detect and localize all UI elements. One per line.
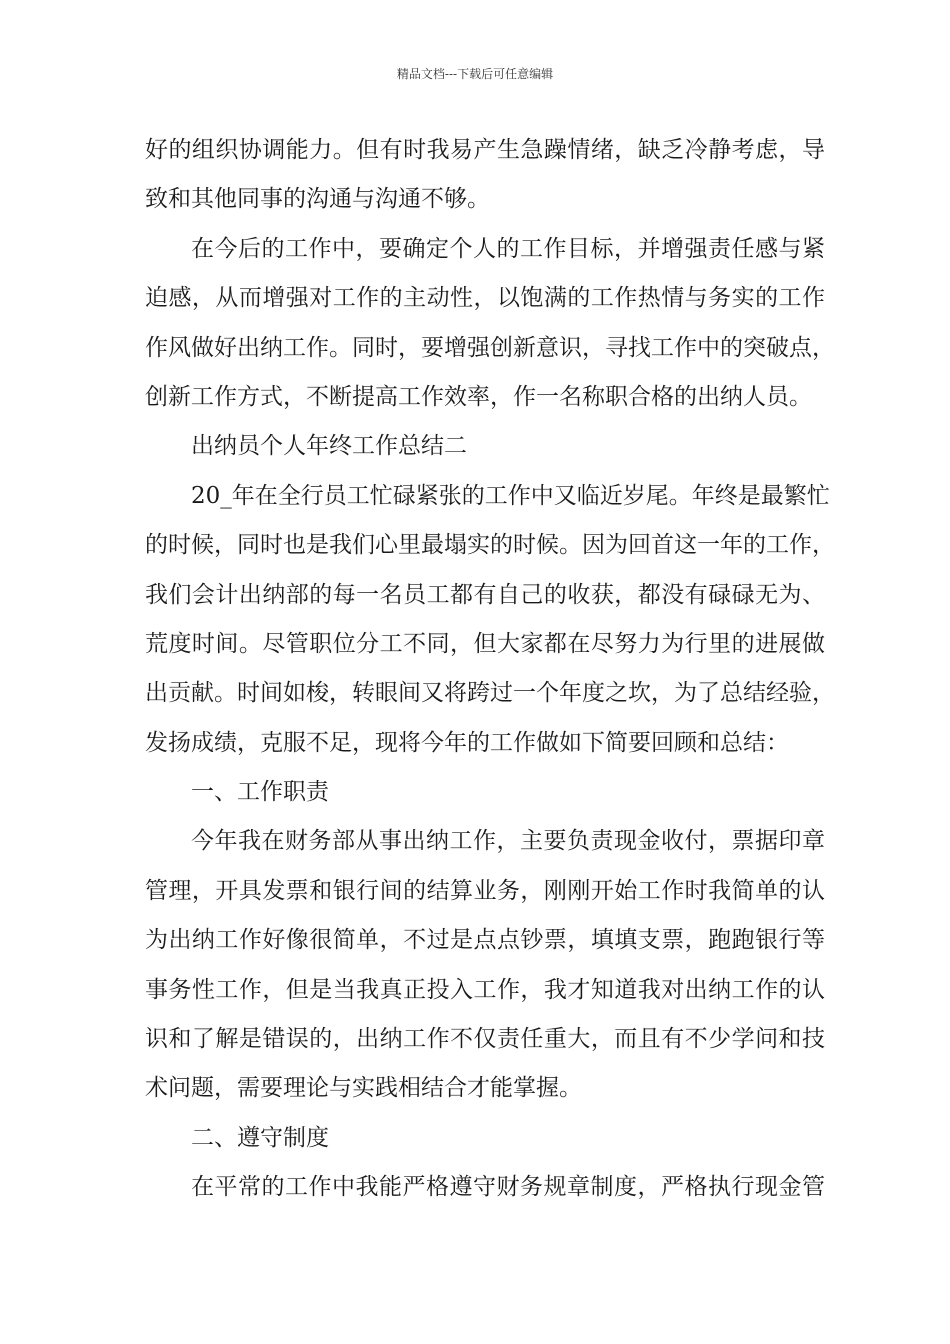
text-line: 作风做好出纳工作。同时，要增强创新意识，寻找工作中的突破点， bbox=[145, 334, 835, 361]
text-line: 二、遵守制度 bbox=[191, 1124, 329, 1151]
text-line: 今年我在财务部从事出纳工作，主要负责现金收付，票据印章 bbox=[191, 828, 825, 855]
document-body bbox=[145, 126, 835, 1213]
text-line: 出贡献。时间如梭，转眼间又将跨过一个年度之坎，为了总结经验， bbox=[145, 680, 835, 707]
page-header: 精品文档---下载后可任意编辑 bbox=[396, 67, 554, 81]
text-line: 识和了解是错误的，出纳工作不仅责任重大，而且有不少学问和技 bbox=[145, 1026, 825, 1053]
text-line: 发扬成绩，克服不足，现将今年的工作做如下简要回顾和总结： bbox=[145, 729, 789, 756]
text-line: 荒度时间。尽管职位分工不同，但大家都在尽努力为行里的进展做 bbox=[145, 630, 825, 657]
text-line: 出纳员个人年终工作总结二 bbox=[191, 433, 467, 460]
text-line: 我们会计出纳部的每一名员工都有自己的收获，都没有碌碌无为、 bbox=[145, 581, 825, 608]
text-line: 为出纳工作好像很简单，不过是点点钞票，填填支票，跑跑银行等 bbox=[145, 927, 825, 954]
text-line: 好的组织协调能力。但有时我易产生急躁情绪，缺乏冷静考虑，导 bbox=[145, 137, 825, 163]
text-line: 迫感，从而增强对工作的主动性，以饱满的工作热情与务实的工作 bbox=[145, 285, 825, 312]
text-line: 致和其他同事的沟通与沟通不够。 bbox=[145, 186, 490, 213]
text-line: 管理，开具发票和银行间的结算业务，刚刚开始工作时我简单的认 bbox=[145, 877, 825, 904]
text-line: 术问题，需要理论与实践相结合才能掌握。 bbox=[145, 1075, 582, 1102]
text-line: 的时候，同时也是我们心里最塌实的时候。因为回首这一年的工作， bbox=[145, 532, 835, 559]
text-line: 在今后的工作中，要确定个人的工作目标，并增强责任感与紧 bbox=[191, 235, 825, 262]
text-line: 事务性工作，但是当我真正投入工作，我才知道我对出纳工作的认 bbox=[145, 976, 825, 1003]
text-line: 在平常的工作中我能严格遵守财务规章制度，严格执行现金管 bbox=[191, 1174, 825, 1201]
text-line: 一、工作职责 bbox=[191, 779, 329, 806]
text-line: 创新工作方式，不断提高工作效率，作一名称职合格的出纳人员。 bbox=[145, 383, 812, 410]
text-line: 20_年在全行员工忙碌紧张的工作中又临近岁尾。年终是最繁忙 bbox=[191, 482, 830, 509]
